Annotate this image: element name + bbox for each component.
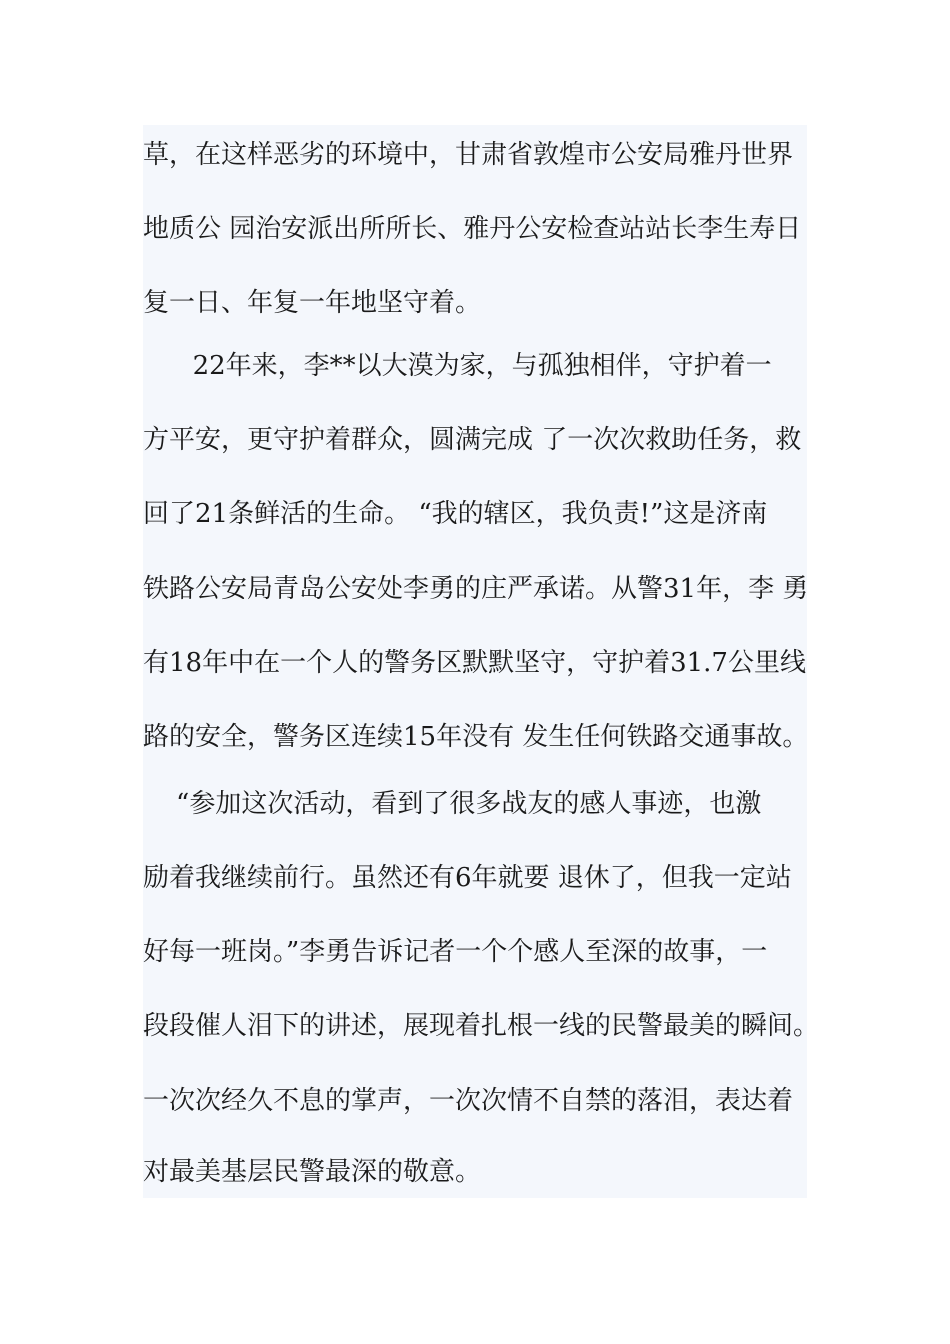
text-line-2: 地质公 园治安派出所所长、雅丹公安检查站站长李生寿日	[143, 214, 802, 244]
text-line-5: 方平安，更守护着群众，圆满完成 了一次次救助任务，救	[143, 425, 802, 455]
text-line-13: 段段催人泪下的讲述，展现着扎根一线的民警最美的瞬间。	[143, 1011, 820, 1041]
text-line-3: 复一日、年复一年地坚守着。	[143, 288, 482, 318]
text-line-8: 有18年中在一个人的警务区默默坚守，守护着31.7公里线	[143, 648, 806, 678]
text-line-6: 回了21条鲜活的生命。 “我的辖区，我负责!”这是济南	[143, 499, 768, 529]
text-line-1: 草，在这样恶劣的环境中，甘肃省敦煌市公安局雅丹世界	[143, 140, 794, 170]
text-line-10: “参加这次活动，看到了很多战友的感人事迹，也激	[143, 789, 762, 819]
text-line-9: 路的安全，警务区连续15年没有 发生任何铁路交通事故。	[143, 722, 809, 752]
text-line-7: 铁路公安局青岛公安处李勇的庄严承诺。从警31年，李 勇	[143, 574, 809, 604]
document-text-block	[143, 125, 820, 1198]
text-line-4: 22年来，李**以大漠为家，与孤独相伴，守护着一	[143, 351, 772, 381]
text-line-12: 好每一班岗。”李勇告诉记者一个个感人至深的故事，一	[143, 937, 768, 967]
text-line-15: 对最美基层民警最深的敬意。	[143, 1157, 482, 1187]
text-line-14: 一次次经久不息的掌声，一次次情不自禁的落泪，表达着	[143, 1086, 794, 1116]
text-line-11: 励着我继续前行。虽然还有6年就要 退休了，但我一定站	[143, 863, 792, 893]
